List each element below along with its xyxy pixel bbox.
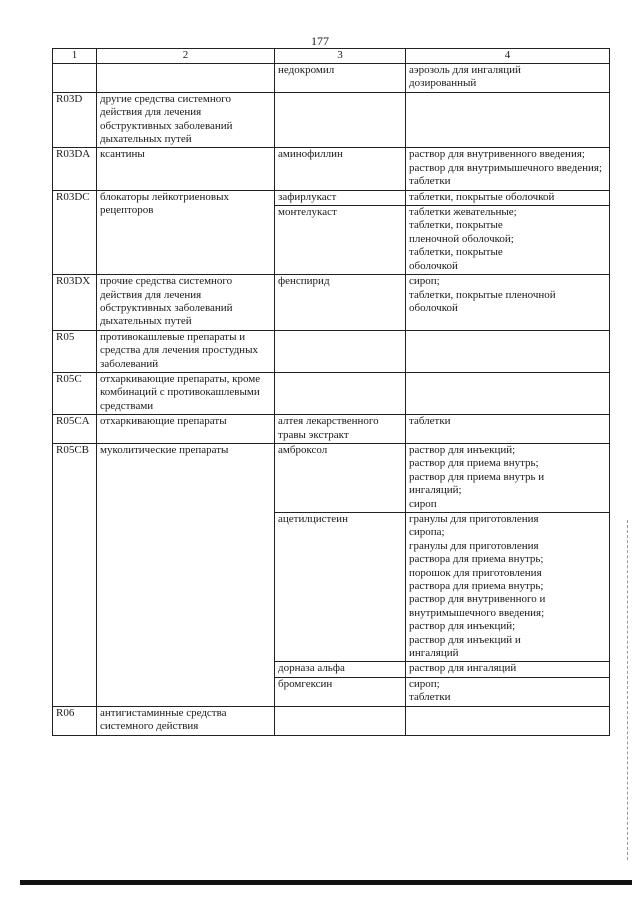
dosage-form-line: раствор для ингаляций	[409, 662, 517, 675]
drug-name-cell: недокромил	[275, 64, 406, 93]
dosage-form-line: таблетки, покрытые	[409, 219, 503, 232]
dosage-form-cell	[406, 206, 610, 275]
drug-name-cell: монтелукаст	[275, 206, 406, 275]
drug-name-cell: амброксол	[275, 443, 406, 512]
drug-name-cell: ацетилцистеин	[275, 513, 406, 662]
atc-code-cell: R03D	[53, 92, 97, 148]
dosage-form-line: сиропа;	[409, 526, 445, 539]
dosage-form-line: таблетки жевательные;	[409, 206, 517, 219]
anatomical-group-cell: другие средства системного действия для лечения обструктивных заболеваний дыхательных путей	[97, 92, 275, 148]
atc-code-cell: R05CB	[53, 443, 97, 706]
dosage-form-line: сироп;	[409, 275, 440, 288]
drug-name-cell	[275, 706, 406, 735]
column-header-group: 2	[97, 49, 275, 64]
table-row	[53, 706, 610, 735]
table-row	[53, 415, 610, 444]
dosage-form-line: сироп	[409, 497, 437, 510]
drug-name-cell: аминофиллин	[275, 148, 406, 190]
dosage-form-line: ингаляций;	[409, 484, 462, 497]
dosage-form-line: таблетки	[409, 691, 451, 704]
drug-name-cell: зафирлукаст	[275, 190, 406, 205]
dosage-form-line: раствор для внутримышечного введения;	[409, 161, 603, 174]
page-number: 177	[311, 34, 329, 48]
dosage-form-line: сироп;	[409, 677, 440, 690]
dosage-form-cell	[406, 92, 610, 148]
dosage-form-cell	[406, 513, 610, 662]
table-row	[53, 330, 610, 372]
anatomical-group-cell: прочие средства системного действия для лечения обструктивных заболеваний дыхательных путей	[97, 275, 275, 331]
dosage-form-line: раствор для инъекций;	[409, 443, 516, 456]
anatomical-group-cell	[97, 64, 275, 93]
dosage-form-line: раствор для внутривенного и	[409, 593, 546, 606]
table-row	[53, 92, 610, 148]
dosage-form-cell	[406, 330, 610, 372]
dosage-form-cell	[406, 662, 610, 677]
dosage-form-line: пленочной оболочкой;	[409, 232, 514, 245]
dosage-form-line: внутримышечного введения;	[409, 606, 545, 619]
dosage-form-line: раствора для приема внутрь;	[409, 553, 544, 566]
dosage-form-line: порошок для приготовления	[409, 566, 542, 579]
dosage-form-cell	[406, 148, 610, 190]
dosage-form-cell	[406, 443, 610, 512]
column-header-code: 1	[53, 49, 97, 64]
dosage-form-cell	[406, 190, 610, 205]
dosage-form-cell	[406, 372, 610, 414]
dosage-form-line: раствор для инъекций;	[409, 620, 516, 633]
atc-code-cell	[53, 64, 97, 93]
drug-name-cell	[275, 330, 406, 372]
dosage-form-line: гранулы для приготовления	[409, 539, 539, 552]
anatomical-group-cell: антигистаминные средства системного действия	[97, 706, 275, 735]
atc-code-cell: R05CA	[53, 415, 97, 444]
dosage-form-line: дозированный	[409, 77, 477, 90]
dosage-form-line: таблетки	[409, 415, 451, 428]
dosage-form-cell	[406, 64, 610, 93]
dosage-form-line: раствора для приема внутрь;	[409, 580, 544, 593]
dosage-form-cell	[406, 415, 610, 444]
drug-name-cell: фенспирид	[275, 275, 406, 331]
table-row	[53, 443, 610, 512]
dosage-form-line: таблетки, покрытые пленочной	[409, 288, 556, 301]
atc-code-cell: R03DA	[53, 148, 97, 190]
anatomical-group-cell: отхаркивающие препараты	[97, 415, 275, 444]
anatomical-group-cell: блокаторы лейкотриеновых рецепторов	[97, 190, 275, 274]
table-row	[53, 148, 610, 190]
drug-name-cell: дорназа альфа	[275, 662, 406, 677]
atc-code-cell: R06	[53, 706, 97, 735]
drug-table	[52, 48, 610, 736]
table-body	[53, 64, 610, 736]
dosage-form-line: оболочкой	[409, 259, 458, 272]
column-header-form: 4	[406, 49, 610, 64]
bottom-border-bar	[20, 880, 632, 885]
drug-name-cell	[275, 372, 406, 414]
table-row	[53, 64, 610, 93]
dosage-form-line: раствор для приема внутрь и	[409, 470, 545, 483]
header-row	[53, 49, 610, 64]
column-header-drug: 3	[275, 49, 406, 64]
atc-code-cell: R05	[53, 330, 97, 372]
dosage-form-cell	[406, 706, 610, 735]
drug-name-cell: алтея лекарственного травы экстракт	[275, 415, 406, 444]
dosage-form-line: таблетки	[409, 175, 451, 188]
dosage-form-line: таблетки, покрытые	[409, 246, 503, 259]
atc-code-cell: R03DC	[53, 190, 97, 274]
table-row	[53, 190, 610, 205]
dosage-form-cell	[406, 275, 610, 331]
dosage-form-line: ингаляций	[409, 647, 459, 660]
dosage-form-line: аэрозоль для ингаляций	[409, 64, 521, 76]
atc-code-cell: R03DX	[53, 275, 97, 331]
dosage-form-line: таблетки, покрытые оболочкой	[409, 190, 555, 203]
table-row	[53, 372, 610, 414]
dosage-form-cell	[406, 677, 610, 706]
dosage-form-line: раствор для внутривенного введения;	[409, 148, 585, 161]
drug-name-cell: бромгексин	[275, 677, 406, 706]
anatomical-group-cell: противокашлевые препараты и средства для лечения простудных заболеваний	[97, 330, 275, 372]
dosage-form-line: раствор для инъекций и	[409, 633, 521, 646]
dosage-form-line: раствор для приема внутрь;	[409, 457, 539, 470]
atc-code-cell: R05C	[53, 372, 97, 414]
dosage-form-line: гранулы для приготовления	[409, 513, 539, 525]
anatomical-group-cell: отхаркивающие препараты, кроме комбинаций с противокашлевыми средствами	[97, 372, 275, 414]
anatomical-group-cell: муколитические препараты	[97, 443, 275, 706]
scan-edge-mark	[627, 520, 630, 860]
dosage-form-line: оболочкой	[409, 301, 458, 314]
table-row	[53, 275, 610, 331]
drug-name-cell	[275, 92, 406, 148]
anatomical-group-cell: ксантины	[97, 148, 275, 190]
